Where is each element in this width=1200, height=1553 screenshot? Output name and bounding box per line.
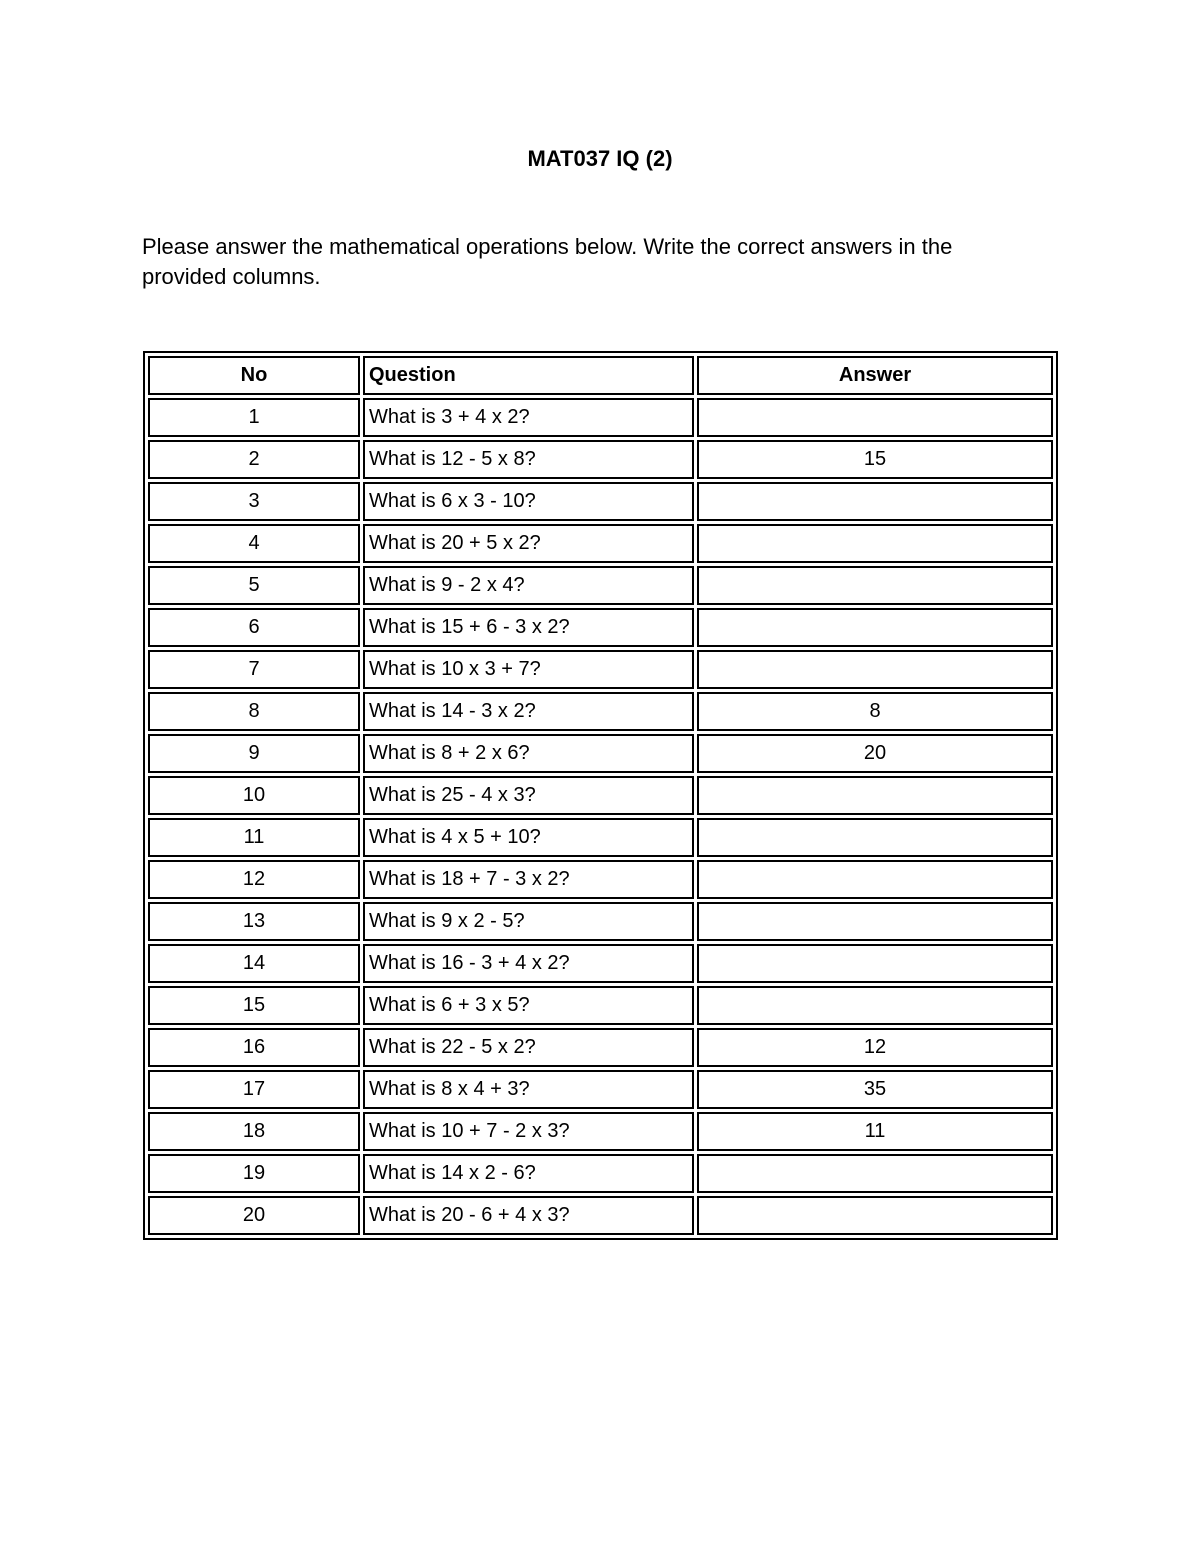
header-question: Question (363, 356, 694, 395)
row-number-cell: 17 (148, 1070, 360, 1109)
question-cell: What is 10 + 7 - 2 x 3? (363, 1112, 694, 1151)
table-header-row (148, 356, 1053, 395)
row-number-cell: 2 (148, 440, 360, 479)
table-row (148, 944, 1053, 983)
table-row (148, 818, 1053, 857)
row-number-cell: 8 (148, 692, 360, 731)
row-number-cell: 18 (148, 1112, 360, 1151)
table-row (148, 776, 1053, 815)
table-row (148, 692, 1053, 731)
instructions-text: Please answer the mathematical operations below. Write the correct answers in the provided columns. (142, 234, 953, 289)
question-cell: What is 15 + 6 - 3 x 2? (363, 608, 694, 647)
answer-cell[interactable] (697, 482, 1053, 521)
answer-cell[interactable]: 15 (697, 440, 1053, 479)
page-title: MAT037 IQ (2) (527, 146, 673, 171)
question-cell: What is 12 - 5 x 8? (363, 440, 694, 479)
answer-cell[interactable] (697, 650, 1053, 689)
row-number-cell: 19 (148, 1154, 360, 1193)
answer-cell[interactable] (697, 818, 1053, 857)
answer-cell[interactable] (697, 524, 1053, 563)
table-row (148, 1028, 1053, 1067)
question-cell: What is 18 + 7 - 3 x 2? (363, 860, 694, 899)
row-number-cell: 15 (148, 986, 360, 1025)
answer-cell[interactable]: 8 (697, 692, 1053, 731)
answer-cell[interactable] (697, 398, 1053, 437)
row-number-cell: 16 (148, 1028, 360, 1067)
question-cell: What is 8 x 4 + 3? (363, 1070, 694, 1109)
table-body (148, 398, 1053, 1235)
answer-cell[interactable] (697, 776, 1053, 815)
question-cell: What is 4 x 5 + 10? (363, 818, 694, 857)
question-cell: What is 22 - 5 x 2? (363, 1028, 694, 1067)
answer-cell[interactable] (697, 860, 1053, 899)
table-row (148, 398, 1053, 437)
row-number-cell: 13 (148, 902, 360, 941)
table-row (148, 1154, 1053, 1193)
row-number-cell: 7 (148, 650, 360, 689)
quiz-table (143, 351, 1058, 1240)
row-number-cell: 14 (148, 944, 360, 983)
row-number-cell: 12 (148, 860, 360, 899)
question-cell: What is 9 x 2 - 5? (363, 902, 694, 941)
answer-cell[interactable] (697, 566, 1053, 605)
answer-cell[interactable] (697, 986, 1053, 1025)
table-row (148, 1070, 1053, 1109)
question-cell: What is 16 - 3 + 4 x 2? (363, 944, 694, 983)
table-row (148, 902, 1053, 941)
table-row (148, 482, 1053, 521)
answer-cell[interactable]: 20 (697, 734, 1053, 773)
question-cell: What is 10 x 3 + 7? (363, 650, 694, 689)
question-cell: What is 25 - 4 x 3? (363, 776, 694, 815)
answer-cell[interactable] (697, 1154, 1053, 1193)
table-row (148, 608, 1053, 647)
row-number-cell: 20 (148, 1196, 360, 1235)
row-number-cell: 6 (148, 608, 360, 647)
table-row (148, 440, 1053, 479)
question-cell: What is 8 + 2 x 6? (363, 734, 694, 773)
row-number-cell: 9 (148, 734, 360, 773)
question-cell: What is 14 x 2 - 6? (363, 1154, 694, 1193)
answer-cell[interactable] (697, 1196, 1053, 1235)
table-row (148, 566, 1053, 605)
table-row (148, 860, 1053, 899)
question-cell: What is 6 x 3 - 10? (363, 482, 694, 521)
row-number-cell: 3 (148, 482, 360, 521)
header-no: No (148, 356, 360, 395)
question-cell: What is 6 + 3 x 5? (363, 986, 694, 1025)
answer-cell[interactable]: 12 (697, 1028, 1053, 1067)
table-row (148, 986, 1053, 1025)
table-row (148, 524, 1053, 563)
question-cell: What is 9 - 2 x 4? (363, 566, 694, 605)
answer-cell[interactable] (697, 608, 1053, 647)
question-cell: What is 20 - 6 + 4 x 3? (363, 1196, 694, 1235)
row-number-cell: 5 (148, 566, 360, 605)
question-cell: What is 3 + 4 x 2? (363, 398, 694, 437)
answer-cell[interactable] (697, 944, 1053, 983)
table-row (148, 1196, 1053, 1235)
answer-cell[interactable]: 11 (697, 1112, 1053, 1151)
row-number-cell: 1 (148, 398, 360, 437)
answer-cell[interactable]: 35 (697, 1070, 1053, 1109)
row-number-cell: 10 (148, 776, 360, 815)
header-answer: Answer (697, 356, 1053, 395)
row-number-cell: 11 (148, 818, 360, 857)
table-row (148, 734, 1053, 773)
question-cell: What is 14 - 3 x 2? (363, 692, 694, 731)
answer-cell[interactable] (697, 902, 1053, 941)
table-row (148, 1112, 1053, 1151)
row-number-cell: 4 (148, 524, 360, 563)
table-row (148, 650, 1053, 689)
question-cell: What is 20 + 5 x 2? (363, 524, 694, 563)
